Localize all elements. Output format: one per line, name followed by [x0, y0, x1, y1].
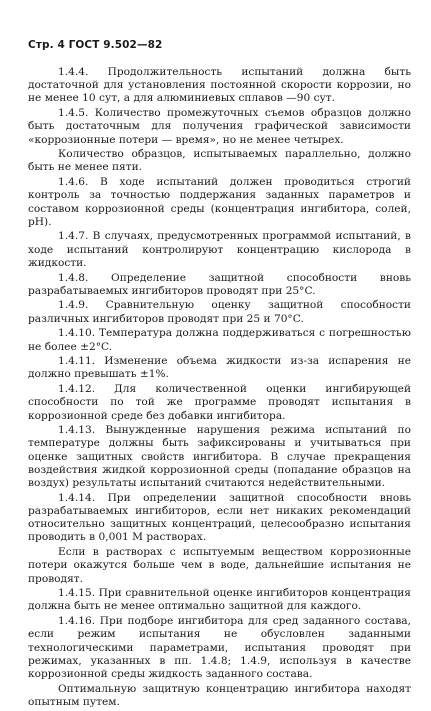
paragraph: 1.4.9. Сравнительную оценку защитной способности различных ингибиторов проводят при 25 и 70°C.	[28, 299, 411, 325]
paragraph: Если в растворах с испытуемым веществом коррозионные потери окажутся больше чем в воде, дальнейшие испытания не проводят.	[28, 546, 411, 585]
paragraph: 1.4.13. Вынужденные нарушения режима испытаний по температуре должны быть зафиксированы и учитываться при оценке защитных свойств ингибитора. В случае прекращения воздействия жидкой коррозионной среды (попадание образцов на воздух) результаты испытаний считаются недействительными.	[28, 424, 411, 490]
paragraph: 1.4.4. Продолжительность испытаний должна быть достаточной для установления постоянной скорости коррозии, но не менее 10 сут, а для алюминиевых сплавов —90 сут.	[28, 66, 411, 105]
paragraph: 1.4.15. При сравнительной оценке ингибиторов концентрация должна быть не менее оптимально защитной для каждого.	[28, 587, 411, 613]
paragraph: 1.4.8. Определение защитной способности вновь разрабатываемых ингибиторов проводят при 25°C.	[28, 271, 411, 297]
paragraph: 1.4.12. Для количественной оценки ингибирующей способности по той же программе проводят испытания в коррозионной среде без добавки ингибитора.	[28, 383, 411, 422]
paragraph: 1.4.16. При подборе ингибитора для сред заданного состава, если режим испытания не обусловлен заданными технологическими параметрами, испытания проводят при режимах, указанных в пп. 1.4.8; 1.4.9, используя в качестве коррозионной среды жидкость заданного состава.	[28, 615, 411, 680]
page-header: Стр. 4 ГОСТ 9.502—82	[28, 39, 163, 51]
paragraph: 1.4.6. В ходе испытаний должен проводиться строгий контроль за точностью поддержания заданных параметров и составом коррозионной среды (концентрация ингибитора, солей, pH).	[28, 176, 411, 228]
paragraph: 1.4.7. В случаях, предусмотренных программой испытаний, в ходе испытаний контролируют концентрацию кислорода в жидкости.	[28, 230, 411, 269]
paragraph: 1.4.14. При определении защитной способности вновь разрабатываемых ингибиторов, если нет никаких рекомендаций относительно защитных концентраций, целесообразно испытания проводить в 0,001 М растворах.	[28, 491, 411, 544]
paragraph: Количество образцов, испытываемых параллельно, должно быть не менее пяти.	[28, 148, 411, 174]
paragraph: Оптимальную защитную концентрацию ингибитора находят опытным путем.	[28, 682, 411, 708]
body-text	[28, 66, 411, 711]
paragraph: 1.4.10. Температура должна поддерживаться с погрешностью не более ±2°C.	[28, 327, 411, 353]
paragraph: 1.4.5. Количество промежуточных съемов образцов должно быть достаточным для получения графической зависимости «коррозионные потери — время», но не менее четырех.	[28, 107, 411, 146]
paragraph: 1.4.11. Изменение объема жидкости из-за испарения не должно превышать ±1%.	[28, 355, 411, 381]
